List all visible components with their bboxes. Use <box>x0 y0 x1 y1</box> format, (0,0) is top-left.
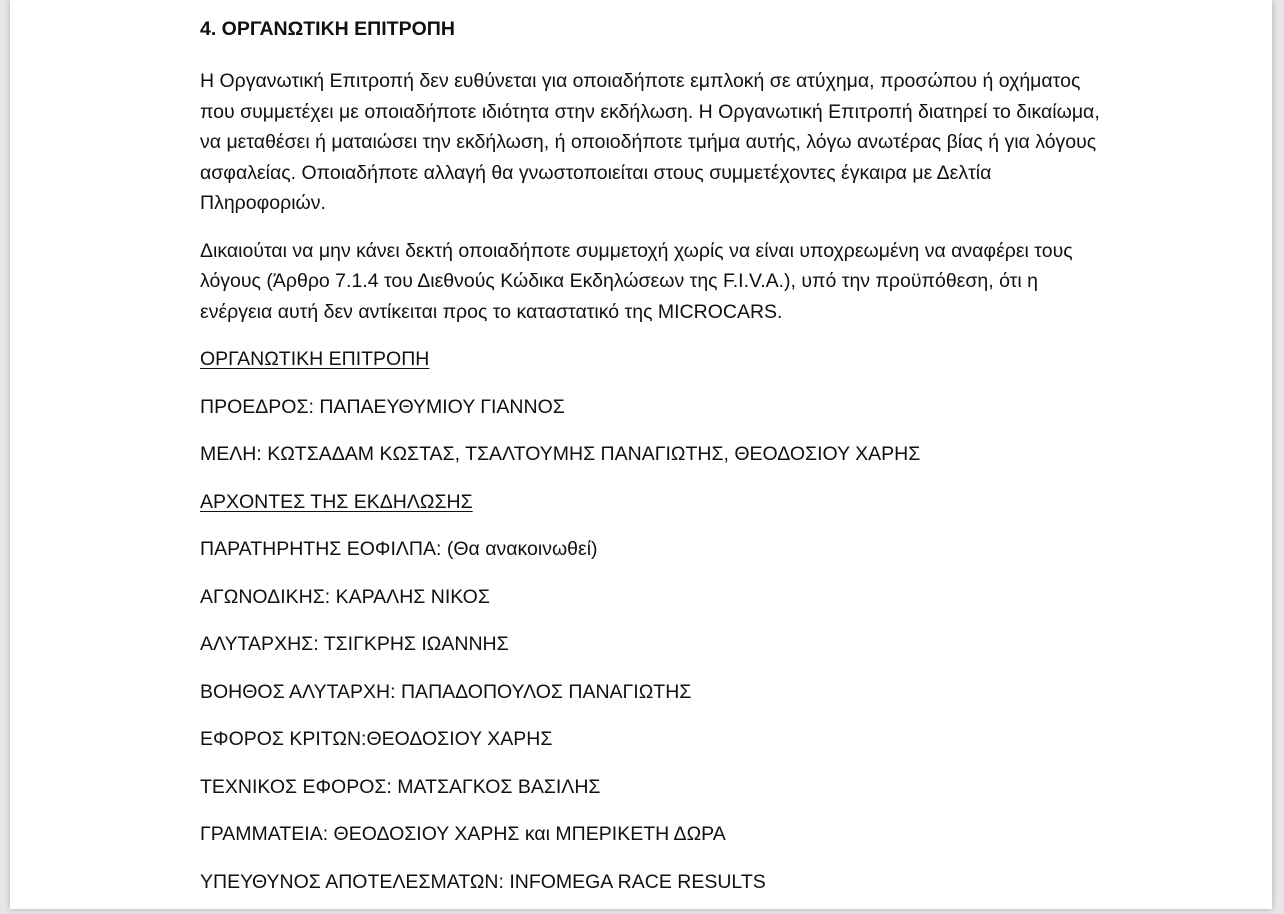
committee-title: ΟΡΓΑΝΩΤΙΚΗ ΕΠΙΤΡΟΠΗ <box>200 348 430 370</box>
official-steward: ΑΓΩΝΟΔΙΚΗΣ: ΚΑΡΑΛΗΣ ΝΙΚΟΣ <box>200 585 490 608</box>
paragraph-participation-rights: Δικαιούται να μην κάνει δεκτή οποιαδήποτε συμμετοχή χωρίς να είναι υποχρεωμένη να αναφέρει τους λόγους (Άρθρο 7.1.4 του Διεθνούς Κώδικα Εκδηλώσεων της F.I.V.A.), υπό την προϋπόθεση, ότι η ενέργεια αυτή δεν αντίκειται προς το καταστατικό της MICROCARS. <box>200 239 1073 323</box>
official-observer: ΠΑΡΑΤΗΡΗΤΗΣ ΕΟΦΙΛΠΑ: (Θα ανακοινωθεί) <box>200 538 598 560</box>
committee-members: ΜΕΛΗ: ΚΩΤΣΑΔΑΜ ΚΩΣΤΑΣ, ΤΣΑΛΤΟΥΜΗΣ ΠΑΝΑΓΙΩΤΗΣ, ΘΕΟΔΟΣΙΟΥ ΧΑΡΗΣ <box>200 443 921 465</box>
committee-president: ΠΡΟΕΔΡΟΣ: ΠΑΠΑΕΥΘΥΜΙΟΥ ΓΙΑΝΝΟΣ <box>200 395 565 418</box>
official-secretariat: ΓΡΑΜΜΑΤΕΙΑ: ΘΕΟΔΟΣΙΟΥ ΧΑΡΗΣ και ΜΠΕΡΙΚΕΤΗ ΔΩΡΑ <box>200 823 726 845</box>
official-results-manager: ΥΠΕΥΘΥΝΟΣ ΑΠΟΤΕΛΕΣΜΑΤΩΝ: INFOMEGA RACE RESULTS <box>200 870 766 893</box>
document-content <box>200 14 1100 914</box>
official-judges-chief: ΕΦΟΡΟΣ ΚΡΙΤΩΝ:ΘΕΟΔΟΣΙΟΥ ΧΑΡΗΣ <box>200 728 553 750</box>
paragraph-liability: Η Οργανωτική Επιτροπή δεν ευθύνεται για οποιαδήποτε εμπλοκή σε ατύχημα, προσώπου ή οχήματος που συμμετέχει με οποιαδήποτε ιδιότητα στην εκδήλωση. Η Οργανωτική Επιτροπή διατηρεί το δικαίωμα, να μεταθέσει ή ματαιώσει την εκδήλωση, ή οποιοδήποτε τμήμα αυτής, λόγω ανωτέρας βίας ή για λόγους ασφαλείας. Οποιαδήποτε αλλαγή θα γνωστοποιείται στους συμμετέχοντες έγκαιρα με Δελτία Πληροφοριών. <box>200 70 1100 214</box>
official-assistant-clerk: ΒΟΗΘΟΣ ΑΛΥΤΑΡΧΗ: ΠΑΠΑΔΟΠΟΥΛΟΣ ΠΑΝΑΓΙΩΤΗΣ <box>200 680 692 703</box>
official-clerk-of-course: ΑΛΥΤΑΡΧΗΣ: ΤΣΙΓΚΡΗΣ ΙΩΑΝΝΗΣ <box>200 633 509 655</box>
document-page <box>10 0 1272 909</box>
section-heading: 4. ΟΡΓΑΝΩΤΙΚΗ ΕΠΙΤΡΟΠΗ <box>200 18 455 40</box>
official-technical-chief: ΤΕΧΝΙΚΟΣ ΕΦΟΡΟΣ: ΜΑΤΣΑΓΚΟΣ ΒΑΣΙΛΗΣ <box>200 775 601 798</box>
officials-title: ΑΡΧΟΝΤΕΣ ΤΗΣ ΕΚΔΗΛΩΣΗΣ <box>200 490 473 513</box>
